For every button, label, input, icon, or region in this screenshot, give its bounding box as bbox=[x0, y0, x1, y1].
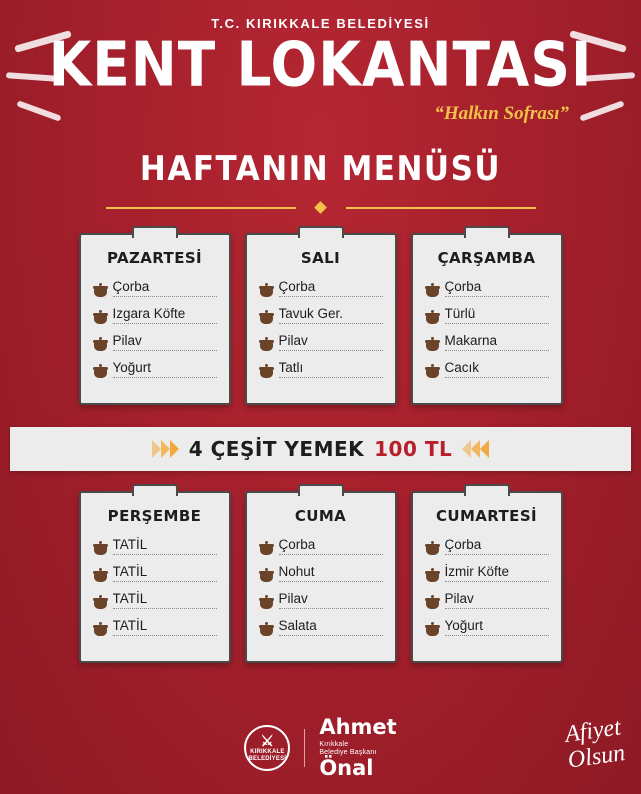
pot-icon bbox=[425, 541, 440, 555]
day-card-sali bbox=[245, 233, 397, 405]
meal-item bbox=[93, 537, 217, 555]
mayor-last-name: Önal bbox=[319, 755, 374, 780]
meal-label: Tatlı bbox=[279, 360, 383, 378]
day-title: PERŞEMBE bbox=[107, 507, 202, 525]
pot-icon bbox=[425, 283, 440, 297]
meal-label: Pilav bbox=[279, 333, 383, 351]
price-banner bbox=[10, 427, 631, 471]
meal-item bbox=[93, 333, 217, 351]
pot-icon bbox=[259, 337, 274, 351]
signature bbox=[562, 714, 626, 773]
pot-icon bbox=[93, 337, 108, 351]
pot-icon bbox=[93, 541, 108, 555]
clip-icon bbox=[298, 226, 344, 238]
pot-icon bbox=[425, 337, 440, 351]
clip-icon bbox=[464, 484, 510, 496]
meal-label: Çorba bbox=[445, 537, 549, 555]
pot-icon bbox=[93, 283, 108, 297]
meal-item bbox=[425, 537, 549, 555]
meal-label: TATİL bbox=[113, 591, 217, 609]
meal-item bbox=[425, 333, 549, 351]
mayor-sub-city: Kırıkkale bbox=[319, 740, 349, 748]
clip-icon bbox=[464, 226, 510, 238]
meal-item bbox=[259, 306, 383, 324]
poster-header bbox=[0, 0, 641, 213]
signature-line2: Olsun bbox=[565, 740, 627, 774]
meal-item bbox=[425, 306, 549, 324]
meal-item bbox=[259, 591, 383, 609]
pot-icon bbox=[259, 568, 274, 582]
meal-label: Pilav bbox=[445, 591, 549, 609]
pot-icon bbox=[93, 595, 108, 609]
day-title: ÇARŞAMBA bbox=[437, 249, 536, 267]
day-card-cumartesi bbox=[411, 491, 563, 663]
diamond-icon bbox=[314, 201, 327, 214]
meal-item bbox=[259, 360, 383, 378]
divider bbox=[106, 203, 536, 213]
meal-label: TATİL bbox=[113, 618, 217, 636]
pot-icon bbox=[425, 310, 440, 324]
signature-line1: Afiyet bbox=[562, 714, 623, 748]
meal-label: Çorba bbox=[279, 537, 383, 555]
day-card-carsamba bbox=[411, 233, 563, 405]
page-title: KENT LOKANTASI bbox=[48, 28, 593, 100]
meal-item bbox=[259, 564, 383, 582]
pot-icon bbox=[425, 364, 440, 378]
mayor-sub-role: Belediye Başkanı bbox=[319, 749, 377, 757]
day-title: PAZARTESİ bbox=[106, 249, 203, 267]
pot-icon bbox=[259, 283, 274, 297]
municipality-crest-icon bbox=[244, 725, 290, 771]
meal-item bbox=[93, 360, 217, 378]
meal-item bbox=[93, 618, 217, 636]
pot-icon bbox=[425, 622, 440, 636]
meal-label: Yoğurt bbox=[113, 360, 217, 378]
slogan: “Halkın Sofrası” bbox=[434, 103, 569, 124]
meal-label: Çorba bbox=[113, 279, 217, 297]
meal-label: Izgara Köfte bbox=[113, 306, 217, 324]
chevron-right-icon bbox=[152, 440, 179, 458]
meal-item bbox=[259, 618, 383, 636]
clip-icon bbox=[298, 484, 344, 496]
day-title: SALI bbox=[300, 249, 341, 267]
pot-icon bbox=[259, 364, 274, 378]
day-title: CUMARTESİ bbox=[435, 507, 538, 525]
day-card-persembe bbox=[79, 491, 231, 663]
footer bbox=[0, 716, 641, 780]
clip-icon bbox=[132, 226, 178, 238]
meal-label: Çorba bbox=[445, 279, 549, 297]
meal-label: Çorba bbox=[279, 279, 383, 297]
week-menu-title: HAFTANIN MENÜSÜ bbox=[139, 149, 502, 189]
meal-label: Pilav bbox=[279, 591, 383, 609]
meal-item bbox=[425, 360, 549, 378]
pot-icon bbox=[425, 568, 440, 582]
day-card-pazartesi bbox=[79, 233, 231, 405]
crest-glyph-icon: ⚔ bbox=[260, 732, 275, 750]
pot-icon bbox=[93, 310, 108, 324]
footer-divider bbox=[304, 729, 305, 767]
pot-icon bbox=[259, 622, 274, 636]
meal-label: Tavuk Ger. bbox=[279, 306, 383, 324]
meal-label: İzmir Köfte bbox=[445, 564, 549, 582]
municipality-label: T.C. KIRIKKALE BELEDİYESİ bbox=[211, 16, 430, 31]
meal-label: Yoğurt bbox=[445, 618, 549, 636]
day-card-cuma bbox=[245, 491, 397, 663]
meal-label: Salata bbox=[279, 618, 383, 636]
mayor-block bbox=[319, 716, 396, 780]
meal-label: TATİL bbox=[113, 537, 217, 555]
pot-icon bbox=[93, 622, 108, 636]
meal-item bbox=[425, 564, 549, 582]
menu-row-bottom bbox=[0, 491, 641, 663]
meal-label: Makarna bbox=[445, 333, 549, 351]
pot-icon bbox=[93, 568, 108, 582]
meal-label: Cacık bbox=[445, 360, 549, 378]
crest-line2: BELEDİYESİ bbox=[248, 755, 287, 762]
meal-item bbox=[93, 564, 217, 582]
meal-item bbox=[93, 279, 217, 297]
menu-row-top bbox=[0, 233, 641, 405]
chevron-left-icon bbox=[462, 440, 489, 458]
crest-line1: KIRIKKALE bbox=[250, 748, 285, 755]
meal-label: TATİL bbox=[113, 564, 217, 582]
pot-icon bbox=[93, 364, 108, 378]
meal-item bbox=[93, 306, 217, 324]
price-banner-label: 4 ÇEŞİT YEMEK bbox=[188, 437, 365, 461]
meal-item bbox=[425, 618, 549, 636]
meal-item bbox=[425, 591, 549, 609]
meal-label: Nohut bbox=[279, 564, 383, 582]
meal-item bbox=[259, 279, 383, 297]
price-value: 100 TL bbox=[374, 437, 453, 461]
mayor-first-name: Ahmet bbox=[319, 715, 397, 740]
meal-label: Türlü bbox=[445, 306, 549, 324]
pot-icon bbox=[425, 595, 440, 609]
meal-item bbox=[259, 537, 383, 555]
meal-item bbox=[93, 591, 217, 609]
pot-icon bbox=[259, 541, 274, 555]
clip-icon bbox=[132, 484, 178, 496]
pot-icon bbox=[259, 310, 274, 324]
day-title: CUMA bbox=[294, 507, 347, 525]
meal-item bbox=[425, 279, 549, 297]
pot-icon bbox=[259, 595, 274, 609]
meal-item bbox=[259, 333, 383, 351]
meal-label: Pilav bbox=[113, 333, 217, 351]
